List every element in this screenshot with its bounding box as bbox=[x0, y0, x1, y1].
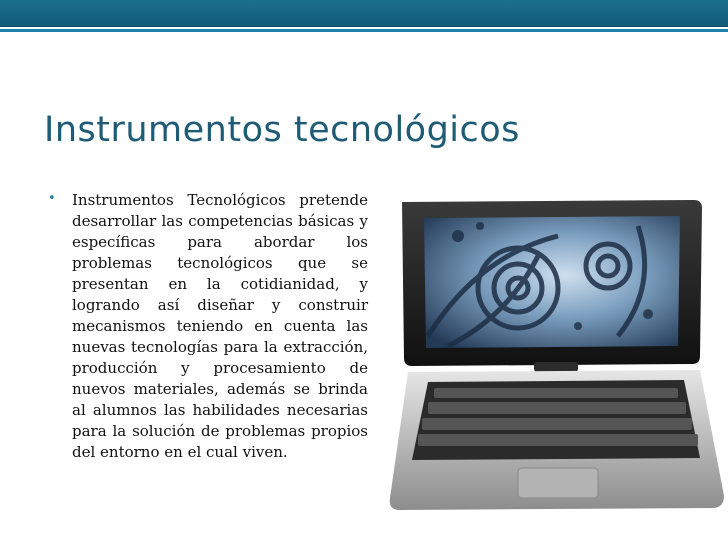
laptop-icon bbox=[388, 196, 724, 516]
bullet-text: Instrumentos Tecnológicos pretende desarrollar las competencias básicas y específicas para abordar los problemas tecnológicos que se presentan en la cotidianidad, y logrando así diseñar y construir mecanismos teniendo en cuenta las nuevas tecnologías para la extracción, producción y procesamiento de nuevos materiales, además se brinda al alumnos las habilidades necesarias para la solución de problemas propios del entorno en el cual viven. bbox=[72, 191, 368, 461]
slide-title: Instrumentos tecnológicos bbox=[44, 110, 520, 150]
bullet-item bbox=[48, 190, 368, 463]
top-decorative-bar bbox=[0, 0, 728, 27]
top-accent-line bbox=[0, 29, 728, 32]
laptop-image bbox=[388, 196, 724, 516]
bullet-marker: • bbox=[48, 191, 56, 206]
bullet-list bbox=[48, 190, 368, 463]
